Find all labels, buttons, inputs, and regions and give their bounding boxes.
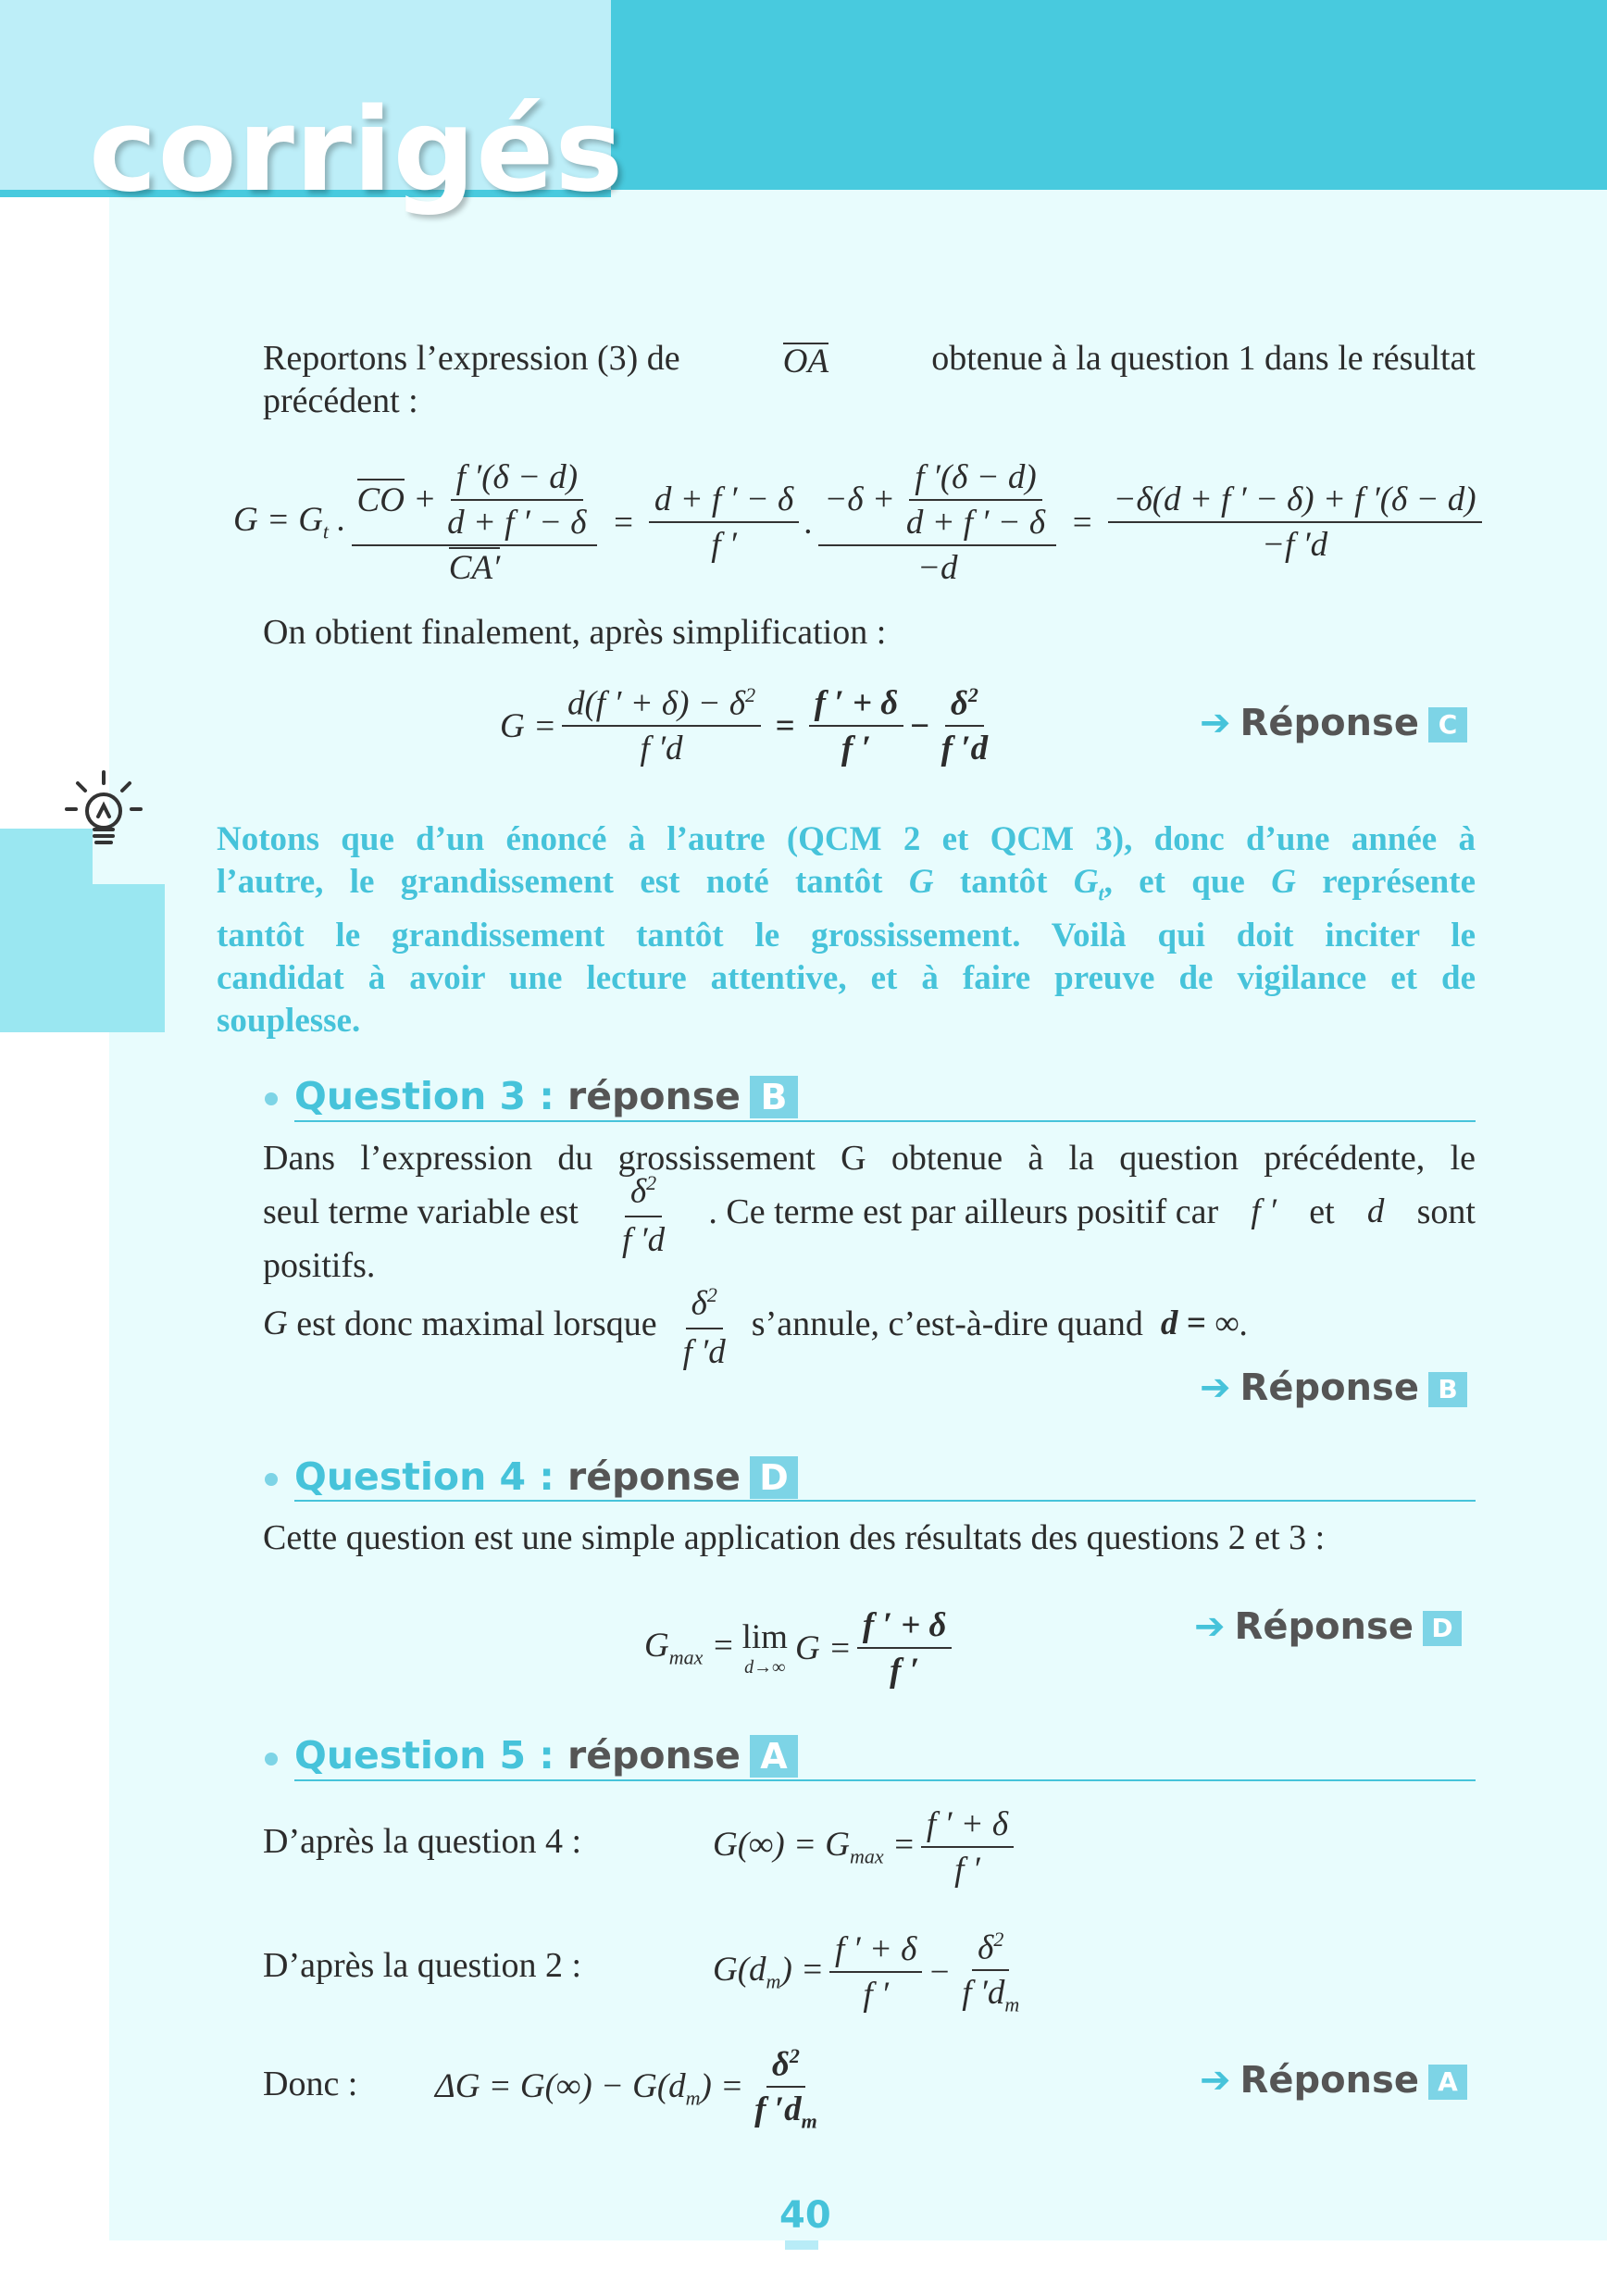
q5-line-3: Donc :	[263, 2065, 358, 2103]
intro-line1-a: Reportons l’expression (3) de	[263, 339, 680, 378]
note-line-5: souplesse.	[217, 1002, 361, 1041]
question-4-heading: Question 4 : réponse D	[294, 1454, 798, 1499]
reponse-q4: ➔ Réponse D	[1194, 1605, 1462, 1648]
formula-g-expansion: $G = G_t$ . CO + $\frac{f '(\delta - d)}{d + f ' - \delta}$ CA′ = $\frac{d + f ' - \delta}{f '}$ . −δ + $\frac{f '(\delta - d)}{d + f ' - \delta}$ −d = $\frac{-\delta(d + f ' - \delta) + f '(\delta - d)}{-f 'd}$	[233, 448, 1488, 596]
intro-line1-b: obtenue à la question 1 dans le résultat	[931, 339, 1476, 378]
reponse-q3: ➔ Réponse B	[1200, 1366, 1467, 1409]
oa-symbol: OA	[782, 343, 829, 381]
bullet-dot	[265, 1753, 278, 1766]
header-title: corrigés	[89, 84, 625, 218]
arrow-right-icon: ➔	[1200, 702, 1231, 744]
bullet-dot	[265, 1473, 278, 1486]
q4-paragraph: Cette question est une simple application des résultats des questions 2 et 3 :	[263, 1518, 1326, 1557]
bullet-dot	[265, 1092, 278, 1105]
note-line-4: candidat à avoir une lecture attentive, et à faire preuve de vigilance et de	[217, 959, 1476, 998]
formula-g-infinity: $G(\infty) = G_{max}$ = $\frac{f ' + \delta}{f '}$	[713, 1796, 1019, 1898]
lightbulb-icon	[57, 765, 150, 857]
note-paragraph	[217, 818, 1476, 1042]
answer-letter-box: B	[750, 1076, 798, 1118]
reponse-q5: ➔ Réponse A	[1200, 2059, 1467, 2102]
simplification-text: On obtient finalement, après simplification :	[263, 613, 887, 652]
question-5-rule	[294, 1779, 1476, 1781]
answer-letter-box: D	[750, 1456, 798, 1499]
question-3-heading: Question 3 : réponse B	[294, 1074, 798, 1118]
q3-line-1: Dans l’expression du grossissement G obtenue à la question précédente, le	[263, 1139, 1476, 1178]
q5-line-2: D’après la question 2 :	[263, 1946, 582, 1985]
question-4-rule	[294, 1500, 1476, 1502]
q5-line-1: D’après la question 4 :	[263, 1822, 582, 1861]
q3-line-2: seul terme variable est $\frac{\delta^2}{f 'd}$ . Ce terme est par ailleurs positif car f ′ et d sont	[263, 1179, 1476, 1244]
page-number: 40	[779, 2194, 831, 2237]
delta2-over-fd: $\frac{\delta^2}{f 'd}$	[617, 1162, 670, 1261]
formula-delta-g: $\Delta G = G(\infty) - G(d_m)$ = $\frac{\delta^2}{f 'd_m}$	[435, 2043, 817, 2133]
arrow-right-icon: ➔	[1200, 1366, 1231, 1409]
reponse-q2: ➔ Réponse C	[1200, 702, 1467, 744]
intro-line2: précédent :	[263, 381, 418, 420]
q3-line-4: G est donc maximal lorsque $\frac{\delta^2}{f 'd}$ s’annule, c’est-à-dire quand d = ∞ .	[263, 1287, 1476, 1361]
question-3-rule	[294, 1120, 1476, 1122]
note-line-3: tantôt le grandissement tantôt le grossissement. Voilà qui doit inciter le	[217, 917, 1476, 955]
intro-paragraph	[263, 337, 1476, 422]
note-line-1: Notons que d’un énoncé à l’autre (QCM 2 et QCM 3), donc d’une année à	[217, 820, 1476, 858]
note-line-2: l’autre, le grandissement est noté tantôt G tantôt $G_t$, et que G représente	[217, 863, 1476, 905]
answer-letter-box: A	[750, 1735, 798, 1778]
arrow-right-icon: ➔	[1194, 1605, 1226, 1648]
formula-g-dm: $G(d_m)$ = $\frac{f ' + \delta}{f '}$ − $\frac{\delta^2}{f 'd_m}$	[713, 1927, 1020, 2016]
arrow-right-icon: ➔	[1200, 2059, 1231, 2102]
question-5-heading: Question 5 : réponse A	[294, 1733, 798, 1778]
formula-gmax: $G_{max}$ = lim d→∞ G = $\frac{f ' + \delta}{f '}$	[644, 1592, 957, 1703]
page-number-marker	[785, 2240, 818, 2250]
header-dark-band	[611, 0, 1607, 190]
formula-g-simplified: G = $\frac{d(f ' + \delta) - \delta^2}{f 'd}$ = $\frac{f ' + \delta}{f '}$ − $\frac{\delta^2}{f 'd}$	[500, 682, 989, 768]
q3-paragraph	[263, 1137, 1476, 1371]
q3-line-3: positifs.	[263, 1246, 376, 1285]
